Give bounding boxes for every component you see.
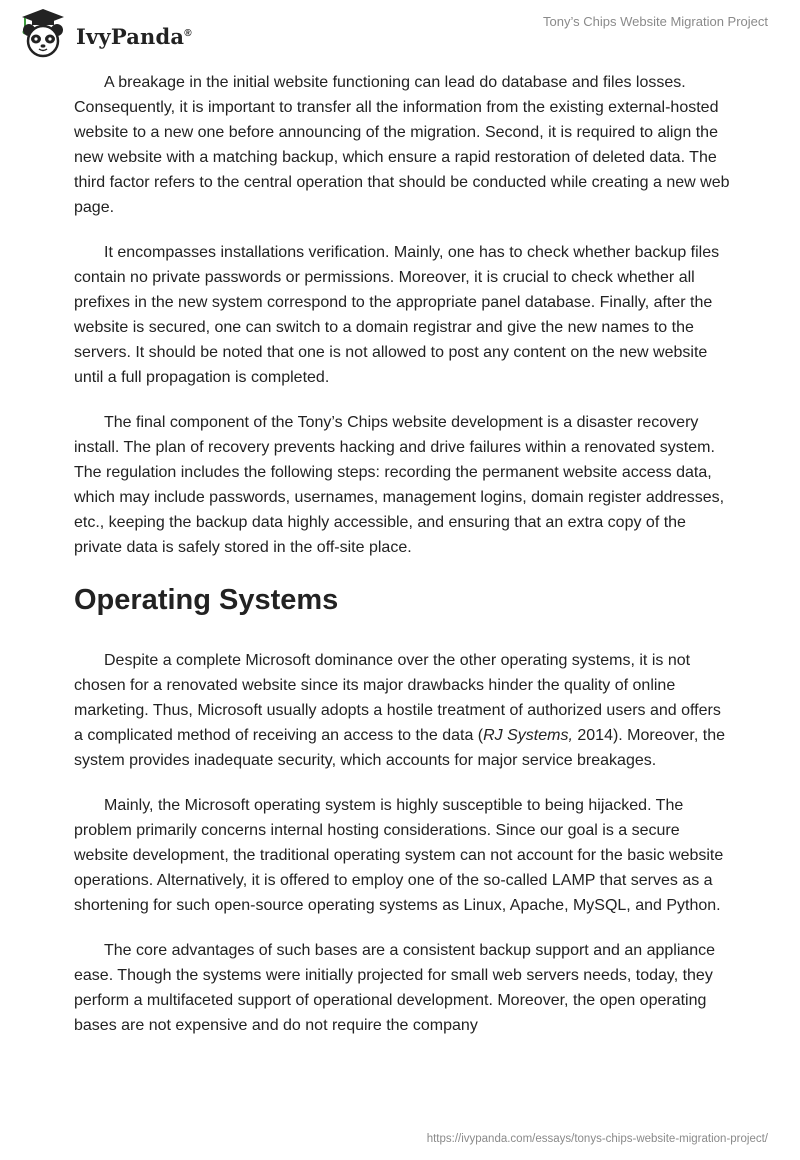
paragraph-text: Despite a complete Microsoft dominance over the other operating systems, it is not chosen for a renovated website since its major drawbacks hinder the quality of online marketing. Thus, Microsoft usually adopts a hostile treatment of authorized users and offers a complicated method of receiving an access to the data ( [74, 652, 721, 744]
citation-source: RJ Systems, [483, 727, 573, 744]
paragraph: The final component of the Tony’s Chips website development is a disaster recovery install. The plan of recovery prevents hacking and drive failures within a renovated system. The regulation includes the following steps: recording the permanent website access data, which may include passwords, usernames, management logins, domain register addresses, etc., keeping the backup data highly accessible, and ensuring that an extra copy of the private data is safely stored in the off-site place. [74, 414, 725, 556]
registered-mark: ® [184, 27, 192, 39]
paragraph-with-citation [74, 648, 730, 773]
document-title: Tony’s Chips Website Migration Project [543, 14, 768, 29]
page-header [0, 0, 800, 70]
paragraph: A breakage in the initial website functioning can lead do database and files losses. Consequently, it is important to transfer all the information from the existing external-hosted website to a new one before announcing of the migration. Second, it is required to align the new website with a matching backup, which ensure a rapid restoration of deleted data. The third factor refers to the central operation that should be conducted while creating a new web page. [74, 74, 730, 216]
section-heading: Operating Systems [74, 584, 339, 616]
essay-content [74, 70, 730, 1058]
brand-name: IvyPanda® [76, 23, 192, 49]
paragraph-text: 2014). Moreover, the system provides inadequate security, which accounts for major service breakages. [74, 727, 726, 769]
source-url-link[interactable]: https://ivypanda.com/essays/tonys-chips-website-migration-project/ [426, 1133, 768, 1145]
paragraph: The core advantages of such bases are a consistent backup support and an appliance ease. Though the systems were initially projected for small web servers needs, today, they perform a multifaceted support of operational development. Moreover, the open operating bases are not expensive and do not require the company [74, 942, 716, 1034]
panda-graduate-icon [14, 8, 72, 58]
ivypanda-logo[interactable] [14, 8, 192, 58]
paragraph: It encompasses installations verification. Mainly, one has to check whether backup files contain no private passwords or permissions. Moreover, it is crucial to check whether all prefixes in the new system correspond to the appropriate panel database. Finally, after the website is secured, one can switch to a domain registrar and give the new names to the servers. It should be noted that one is not allowed to post any content on the new website until a full propagation is completed. [74, 244, 720, 386]
paragraph: Mainly, the Microsoft operating system is highly susceptible to being hijacked. The problem primarily concerns internal hosting considerations. Since our goal is a secure website development, the traditional operating system can not account for the basic website operations. Alternatively, it is offered to employ one of the so-called LAMP that serves as a shortening for such open-source operating systems as Linux, Apache, MySQL, and Python. [74, 797, 724, 914]
